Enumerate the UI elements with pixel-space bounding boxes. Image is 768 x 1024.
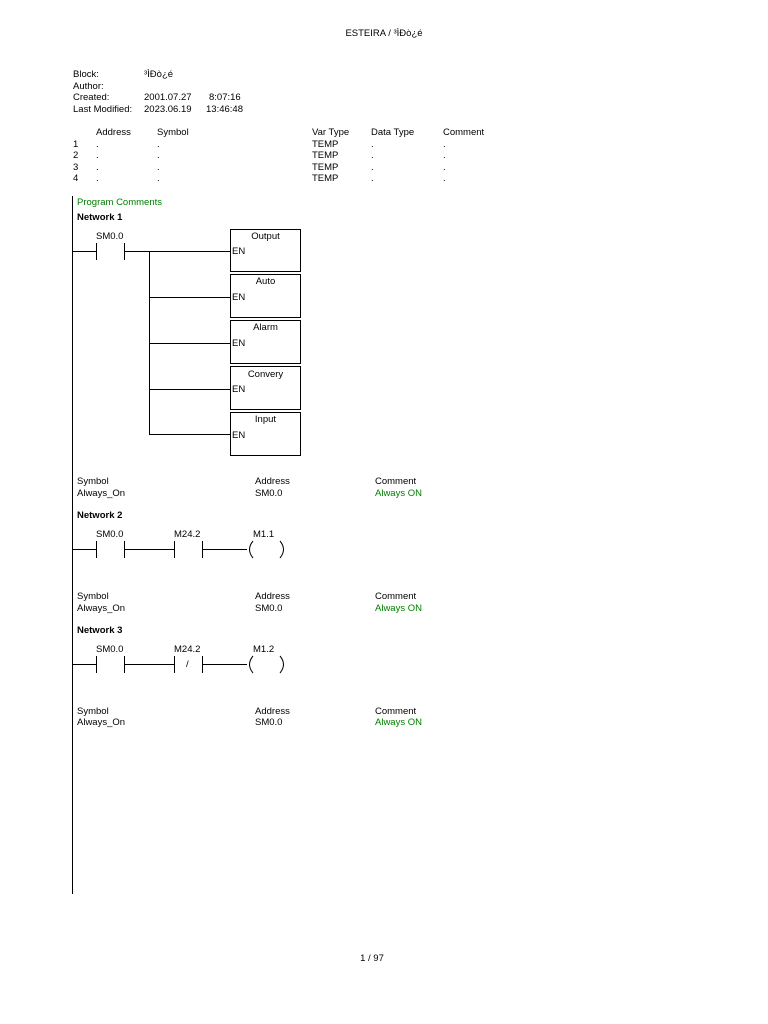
program-comments: Program Comments bbox=[77, 197, 162, 208]
modified-time: 13:46:48 bbox=[206, 104, 243, 115]
row-var-type: TEMP bbox=[312, 150, 339, 161]
coil-label: M1.2 bbox=[253, 644, 275, 655]
contact-label: M24.2 bbox=[174, 644, 201, 655]
row-data-type: . bbox=[371, 139, 374, 150]
col-header-comment: Comment bbox=[443, 127, 485, 138]
network-2-rung bbox=[72, 541, 284, 558]
address-value: SM0.0 bbox=[255, 717, 283, 728]
row-var-type: TEMP bbox=[312, 173, 339, 184]
row-comment: . bbox=[443, 173, 446, 184]
block-label: Block: bbox=[73, 69, 99, 80]
row-data-type: . bbox=[371, 162, 374, 173]
symbol-value: Always_On bbox=[77, 488, 126, 499]
created-date: 2001.07.27 bbox=[144, 92, 192, 103]
comment-value: Always ON bbox=[375, 603, 422, 614]
box-en-label: EN bbox=[232, 430, 246, 441]
symbol-header: Symbol bbox=[77, 591, 109, 602]
row-comment: . bbox=[443, 150, 446, 161]
row-address: . bbox=[96, 150, 99, 161]
symbol-header: Symbol bbox=[77, 476, 109, 487]
row-number: 2 bbox=[73, 150, 79, 161]
box-en-label: EN bbox=[232, 246, 246, 257]
modified-label: Last Modified: bbox=[73, 104, 133, 115]
page-header-title: ESTEIRA / ³ÌÐò¿é bbox=[345, 28, 423, 39]
modified-date: 2023.06.19 bbox=[144, 104, 192, 115]
network-3-title: Network 3 bbox=[77, 625, 123, 636]
address-value: SM0.0 bbox=[255, 488, 283, 499]
box-label-alarm: Alarm bbox=[253, 322, 278, 333]
row-address: . bbox=[96, 139, 99, 150]
col-header-data-type: Data Type bbox=[371, 127, 415, 138]
coil-right-arc bbox=[280, 656, 284, 673]
row-number: 3 bbox=[73, 162, 79, 173]
col-header-symbol: Symbol bbox=[157, 127, 189, 138]
row-symbol: . bbox=[157, 150, 160, 161]
row-number: 4 bbox=[73, 173, 79, 184]
symbol-value: Always_On bbox=[77, 603, 126, 614]
row-address: . bbox=[96, 162, 99, 173]
box-label-auto: Auto bbox=[255, 276, 276, 287]
network-2-title: Network 2 bbox=[77, 510, 123, 521]
address-header: Address bbox=[255, 591, 290, 602]
box-en-label: EN bbox=[232, 338, 246, 349]
negation-mark: / bbox=[186, 659, 189, 670]
row-symbol: . bbox=[157, 173, 160, 184]
address-header: Address bbox=[255, 476, 290, 487]
contact-label: SM0.0 bbox=[96, 529, 124, 540]
contact-label: SM0.0 bbox=[96, 644, 124, 655]
box-en-label: EN bbox=[232, 384, 246, 395]
symbol-value: Always_On bbox=[77, 717, 126, 728]
created-time: 8:07:16 bbox=[209, 92, 241, 103]
comment-value: Always ON bbox=[375, 488, 422, 499]
row-data-type: . bbox=[371, 150, 374, 161]
contact-label: M24.2 bbox=[174, 529, 201, 540]
comment-header: Comment bbox=[375, 476, 417, 487]
box-label-input: Input bbox=[254, 414, 277, 425]
coil-label: M1.1 bbox=[253, 529, 275, 540]
row-symbol: . bbox=[157, 139, 160, 150]
created-label: Created: bbox=[73, 92, 110, 103]
coil-left-arc bbox=[250, 541, 254, 558]
network-1-title: Network 1 bbox=[77, 212, 123, 223]
row-var-type: TEMP bbox=[312, 139, 339, 150]
row-address: . bbox=[96, 173, 99, 184]
row-var-type: TEMP bbox=[312, 162, 339, 173]
address-header: Address bbox=[255, 706, 290, 717]
box-label-output: Output bbox=[251, 231, 280, 242]
coil-left-arc bbox=[250, 656, 254, 673]
comment-header: Comment bbox=[375, 591, 417, 602]
contact-label: SM0.0 bbox=[96, 231, 124, 242]
page-number: 1 / 97 bbox=[360, 953, 384, 964]
network-3-rung bbox=[72, 656, 284, 673]
row-data-type: . bbox=[371, 173, 374, 184]
row-number: 1 bbox=[73, 139, 79, 150]
block-value: ³ÌÐò¿é bbox=[144, 69, 174, 80]
row-comment: . bbox=[443, 139, 446, 150]
symbol-header: Symbol bbox=[77, 706, 109, 717]
comment-value: Always ON bbox=[375, 717, 422, 728]
comment-header: Comment bbox=[375, 706, 417, 717]
box-label-convery: Convery bbox=[247, 369, 284, 380]
col-header-var-type: Var Type bbox=[312, 127, 350, 138]
author-label: Author: bbox=[73, 81, 104, 92]
col-header-address: Address bbox=[96, 127, 131, 138]
row-symbol: . bbox=[157, 162, 160, 173]
address-value: SM0.0 bbox=[255, 603, 283, 614]
coil-right-arc bbox=[280, 541, 284, 558]
box-en-label: EN bbox=[232, 292, 246, 303]
row-comment: . bbox=[443, 162, 446, 173]
